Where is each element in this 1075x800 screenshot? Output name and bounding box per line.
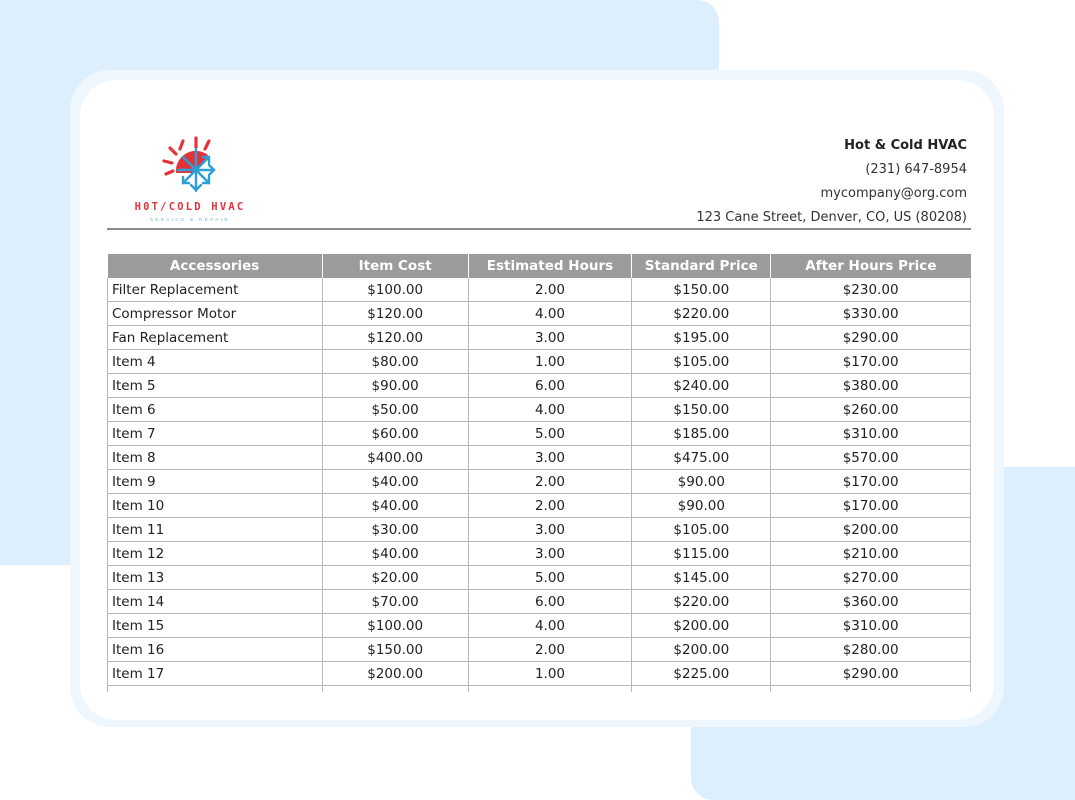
cell-estimated-hours: 2.00 — [468, 470, 632, 494]
column-header-after-hours-price: After Hours Price — [771, 254, 971, 278]
price-table — [107, 254, 971, 692]
table-row — [108, 326, 971, 350]
column-header-item-cost: Item Cost — [322, 254, 468, 278]
cell-standard-price: $150.00 — [632, 278, 771, 302]
cell-empty — [108, 686, 323, 693]
cell-accessory: Item 12 — [108, 542, 323, 566]
cell-accessory: Item 7 — [108, 422, 323, 446]
cell-item-cost: $150.00 — [322, 638, 468, 662]
cell-after-hours-price: $330.00 — [771, 302, 971, 326]
cell-estimated-hours: 4.00 — [468, 614, 632, 638]
table-body — [108, 278, 971, 692]
table-row-clipped — [108, 686, 971, 693]
table-row — [108, 638, 971, 662]
cell-standard-price: $195.00 — [632, 326, 771, 350]
cell-item-cost: $40.00 — [322, 542, 468, 566]
cell-after-hours-price: $270.00 — [771, 566, 971, 590]
header-divider — [107, 228, 971, 230]
cell-item-cost: $70.00 — [322, 590, 468, 614]
cell-empty — [632, 686, 771, 693]
cell-item-cost: $30.00 — [322, 518, 468, 542]
cell-standard-price: $220.00 — [632, 590, 771, 614]
cell-estimated-hours: 6.00 — [468, 590, 632, 614]
cell-after-hours-price: $170.00 — [771, 350, 971, 374]
cell-after-hours-price: $290.00 — [771, 662, 971, 686]
cell-after-hours-price: $380.00 — [771, 374, 971, 398]
cell-accessory: Item 16 — [108, 638, 323, 662]
cell-item-cost: $50.00 — [322, 398, 468, 422]
cell-standard-price: $185.00 — [632, 422, 771, 446]
cell-after-hours-price: $570.00 — [771, 446, 971, 470]
cell-accessory: Item 5 — [108, 374, 323, 398]
cell-empty — [771, 686, 971, 693]
cell-item-cost: $120.00 — [322, 326, 468, 350]
table-header-row — [108, 254, 971, 278]
table-row — [108, 470, 971, 494]
cell-standard-price: $90.00 — [632, 470, 771, 494]
cell-item-cost: $400.00 — [322, 446, 468, 470]
price-list-card — [80, 80, 994, 720]
cell-standard-price: $150.00 — [632, 398, 771, 422]
table-row — [108, 422, 971, 446]
cell-after-hours-price: $310.00 — [771, 614, 971, 638]
cell-after-hours-price: $170.00 — [771, 470, 971, 494]
cell-accessory: Item 17 — [108, 662, 323, 686]
sun-snowflake-icon — [110, 135, 270, 199]
cell-estimated-hours: 4.00 — [468, 302, 632, 326]
cell-after-hours-price: $280.00 — [771, 638, 971, 662]
cell-standard-price: $475.00 — [632, 446, 771, 470]
cell-accessory: Item 11 — [108, 518, 323, 542]
cell-accessory: Item 6 — [108, 398, 323, 422]
cell-after-hours-price: $310.00 — [771, 422, 971, 446]
cell-accessory: Item 14 — [108, 590, 323, 614]
table-row — [108, 350, 971, 374]
cell-accessory: Filter Replacement — [108, 278, 323, 302]
cell-standard-price: $115.00 — [632, 542, 771, 566]
cell-estimated-hours: 5.00 — [468, 422, 632, 446]
cell-estimated-hours: 3.00 — [468, 518, 632, 542]
cell-accessory: Fan Replacement — [108, 326, 323, 350]
cell-empty — [322, 686, 468, 693]
cell-item-cost: $40.00 — [322, 470, 468, 494]
cell-estimated-hours: 4.00 — [468, 398, 632, 422]
cell-accessory: Compressor Motor — [108, 302, 323, 326]
cell-accessory: Item 15 — [108, 614, 323, 638]
cell-item-cost: $120.00 — [322, 302, 468, 326]
cell-after-hours-price: $200.00 — [771, 518, 971, 542]
company-logo — [110, 135, 270, 225]
cell-item-cost: $60.00 — [322, 422, 468, 446]
cell-estimated-hours: 2.00 — [468, 638, 632, 662]
column-header-standard-price: Standard Price — [632, 254, 771, 278]
table-row — [108, 542, 971, 566]
cell-after-hours-price: $360.00 — [771, 590, 971, 614]
cell-after-hours-price: $170.00 — [771, 494, 971, 518]
logo-wordmark: H0T/COLD HVAC — [134, 201, 246, 213]
table-row — [108, 614, 971, 638]
cell-accessory: Item 9 — [108, 470, 323, 494]
cell-after-hours-price: $230.00 — [771, 278, 971, 302]
table-row — [108, 398, 971, 422]
cell-after-hours-price: $290.00 — [771, 326, 971, 350]
cell-after-hours-price: $260.00 — [771, 398, 971, 422]
table-row — [108, 494, 971, 518]
cell-accessory: Item 8 — [108, 446, 323, 470]
column-header-accessories: Accessories — [108, 254, 323, 278]
table-row — [108, 278, 971, 302]
table-row — [108, 374, 971, 398]
column-header-estimated-hours: Estimated Hours — [468, 254, 632, 278]
company-email: mycompany@org.com — [820, 186, 967, 201]
cell-estimated-hours: 3.00 — [468, 326, 632, 350]
cell-accessory: Item 10 — [108, 494, 323, 518]
cell-standard-price: $240.00 — [632, 374, 771, 398]
cell-accessory: Item 4 — [108, 350, 323, 374]
company-phone: (231) 647-8954 — [865, 162, 967, 177]
company-name: Hot & Cold HVAC — [844, 138, 967, 153]
table-row — [108, 518, 971, 542]
cell-standard-price: $145.00 — [632, 566, 771, 590]
cell-estimated-hours: 2.00 — [468, 278, 632, 302]
cell-standard-price: $105.00 — [632, 518, 771, 542]
cell-item-cost: $40.00 — [322, 494, 468, 518]
company-info — [696, 134, 967, 230]
cell-item-cost: $100.00 — [322, 614, 468, 638]
company-address: 123 Cane Street, Denver, CO, US (80208) — [696, 210, 967, 225]
cell-estimated-hours: 1.00 — [468, 350, 632, 374]
table-row — [108, 302, 971, 326]
cell-item-cost: $80.00 — [322, 350, 468, 374]
cell-estimated-hours: 3.00 — [468, 446, 632, 470]
cell-estimated-hours: 6.00 — [468, 374, 632, 398]
table-row — [108, 446, 971, 470]
cell-standard-price: $225.00 — [632, 662, 771, 686]
cell-item-cost: $20.00 — [322, 566, 468, 590]
table-row — [108, 566, 971, 590]
cell-after-hours-price: $210.00 — [771, 542, 971, 566]
cell-standard-price: $220.00 — [632, 302, 771, 326]
cell-estimated-hours: 3.00 — [468, 542, 632, 566]
cell-estimated-hours: 1.00 — [468, 662, 632, 686]
cell-standard-price: $105.00 — [632, 350, 771, 374]
cell-standard-price: $90.00 — [632, 494, 771, 518]
cell-standard-price: $200.00 — [632, 638, 771, 662]
cell-item-cost: $200.00 — [322, 662, 468, 686]
table-row — [108, 662, 971, 686]
cell-estimated-hours: 2.00 — [468, 494, 632, 518]
cell-empty — [468, 686, 632, 693]
logo-tagline: SERVICE & REPAIR — [150, 217, 230, 222]
cell-item-cost: $90.00 — [322, 374, 468, 398]
cell-estimated-hours: 5.00 — [468, 566, 632, 590]
cell-standard-price: $200.00 — [632, 614, 771, 638]
table-row — [108, 590, 971, 614]
cell-accessory: Item 13 — [108, 566, 323, 590]
cell-item-cost: $100.00 — [322, 278, 468, 302]
